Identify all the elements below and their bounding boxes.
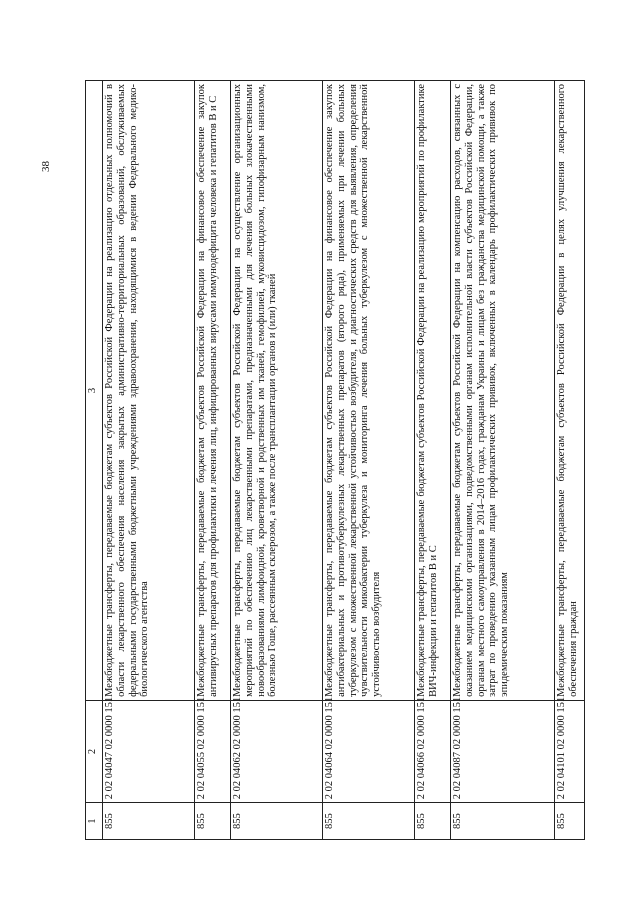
admin-code: 855 <box>231 803 323 840</box>
table-row <box>415 81 451 840</box>
table-row <box>231 81 323 840</box>
table-row <box>323 81 415 840</box>
header-col-3: 3 <box>86 81 103 701</box>
row-description: Межбюджетные трансферты, передаваемые бюджетам субъектов Российской Федерации на компенсацию расходов, связанных с оказанием медицинскими организациями, подведомственными органам исполнительной власти субъектов Российской Федерации, органам местного самоуправления в 2014–2016 годах, гражданам Украины и лицам без гражданства медицинской помощи, а также затрат по проведению указанным лицам профилактических прививок, включенных в календарь профилактических прививок по эпидемическим показаниям <box>451 81 555 701</box>
budget-table <box>85 80 585 840</box>
admin-code: 855 <box>555 803 585 840</box>
table-row <box>555 81 585 840</box>
admin-code: 855 <box>103 803 195 840</box>
row-description: Межбюджетные трансферты, передаваемые бюджетам субъектов Российской Федерации на осуществление организационных мероприятий по обеспечению лиц лекарственными препаратами, предназначенными для лечения больных злокачественными новообразованиями лимфоидной, кроветворной и родственных им тканей, гемофилией, муковисцидозом, гипофизарным нанизмом, болезнью Гоше, рассеянным склерозом, а также после трансплантации органов и (или) тканей <box>231 81 323 701</box>
admin-code: 855 <box>415 803 451 840</box>
rotated-document-table <box>85 80 579 840</box>
budget-code: 2 02 04066 02 0000 151 <box>415 700 451 802</box>
admin-code: 855 <box>451 803 555 840</box>
row-description: Межбюджетные трансферты, передаваемые бюджетам субъектов Российской Федерации на финансовое обеспечение закупок антибактериальных и противотуберкулезных лекарственных препаратов (второго ряда), применяемых при лечении больных туберкулезом с множественной лекарственной устойчивостью возбудителя, и диагностических средств для выявления, определения чувствительности микобактерии туберкулеза и мониторинга лечения больных туберкулезом с множественной лекарственной устойчивостью возбудителя <box>323 81 415 701</box>
budget-code: 2 02 04087 02 0000 151 <box>451 700 555 802</box>
header-row <box>86 81 103 840</box>
admin-code: 855 <box>195 803 231 840</box>
row-description: Межбюджетные трансферты, передаваемые бюджетам субъектов Российской Федерации на финансовое обеспечение закупок антивирусных препаратов для профилактики и лечения лиц, инфицированных вирусами иммунодефицита человека и гепатитов В и С <box>195 81 231 701</box>
page-number: 38 <box>40 161 52 172</box>
budget-code: 2 02 04062 02 0000 151 <box>231 700 323 802</box>
row-description: Межбюджетные трансферты, передаваемые бюджетам субъектов Российской Федерации в целях улучшения лекарственного обеспечения граждан <box>555 81 585 701</box>
budget-code: 2 02 04047 02 0000 151 <box>103 700 195 802</box>
row-description: Межбюджетные трансферты, передаваемые бюджетам субъектов Российской Федерации на реализацию отдельных полномочий в области лекарственного обеспечения населения закрытых административно-территориальных образований, обслуживаемых федеральными государственными бюджетными учреждениями здравоохранения, находящимися в ведении Федерального медико-биологического агентства <box>103 81 195 701</box>
budget-code: 2 02 04101 02 0000 151 <box>555 700 585 802</box>
header-col-2: 2 <box>86 700 103 802</box>
table-row <box>103 81 195 840</box>
table-row <box>195 81 231 840</box>
row-description: Межбюджетные трансферты, передаваемые бюджетам субъектов Российской Федерации на реализацию мероприятий по профилактике ВИЧ-инфекции и гепатитов В и С <box>415 81 451 701</box>
admin-code: 855 <box>323 803 415 840</box>
budget-code: 2 02 04064 02 0000 151 <box>323 700 415 802</box>
table-row <box>451 81 555 840</box>
header-col-1: 1 <box>86 803 103 840</box>
budget-code: 2 02 04055 02 0000 151 <box>195 700 231 802</box>
